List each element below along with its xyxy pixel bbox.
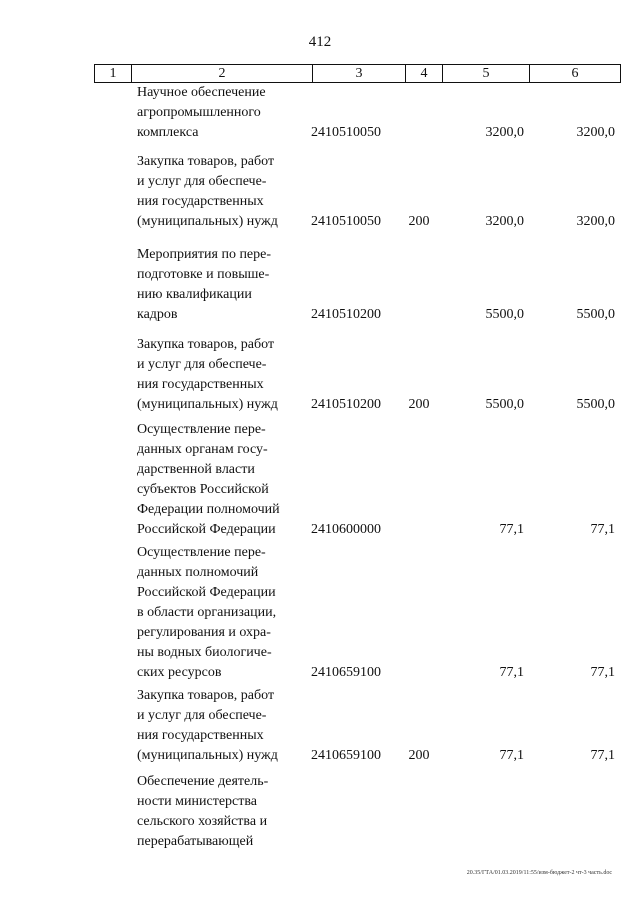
- column-header-5: 5: [443, 65, 530, 83]
- column-header-3: 3: [313, 65, 406, 83]
- row-value-col6: 5500,0: [576, 307, 615, 322]
- description-line: ских ресурсов: [137, 665, 222, 680]
- description-line: Научное обеспечение: [137, 85, 266, 100]
- description-line: (муниципальных) нужд: [137, 214, 278, 229]
- description-line: и услуг для обеспече-: [137, 357, 267, 372]
- description-line: Обеспечение деятель-: [137, 774, 269, 789]
- row-description: [137, 686, 291, 766]
- description-line: Закупка товаров, работ: [137, 154, 275, 169]
- description-line: (муниципальных) нужд: [137, 748, 278, 763]
- description-line: Российской Федерации: [137, 522, 276, 537]
- description-line: (муниципальных) нужд: [137, 397, 278, 412]
- description-line: Российской Федерации: [137, 585, 276, 600]
- column-header-4: 4: [406, 65, 443, 83]
- description-line: ности министерства: [137, 794, 258, 809]
- row-value-col5: 5500,0: [485, 307, 524, 322]
- description-line: ния государственных: [137, 377, 264, 392]
- row-value-col6: 3200,0: [576, 214, 615, 229]
- row-value-col6: 77,1: [590, 665, 615, 680]
- row-description: [137, 152, 291, 232]
- description-line: Закупка товаров, работ: [137, 688, 275, 703]
- page-number: 412: [308, 34, 332, 50]
- row-code: 2410659100: [311, 665, 381, 680]
- description-line: агропромышленного: [137, 105, 261, 120]
- row-code: 2410510200: [311, 307, 381, 322]
- description-line: данных органам госу-: [137, 442, 268, 457]
- row-value-col5: 3200,0: [485, 214, 524, 229]
- description-line: дарственной власти: [137, 462, 255, 477]
- row-description: [137, 543, 291, 683]
- description-line: комплекса: [137, 125, 199, 140]
- row-description: [137, 420, 291, 540]
- column-header-2: 2: [132, 65, 313, 83]
- description-line: перерабатывающей: [137, 834, 254, 849]
- row-value-col6: 5500,0: [576, 397, 615, 412]
- row-value-col6: 77,1: [590, 522, 615, 537]
- row-value-col5: 3200,0: [485, 125, 524, 140]
- document-footer: 20.35/ГТА/01.03.2019/11:55/изм-бюджет-2 чт-3 часть.doc: [466, 870, 612, 876]
- column-header-1: 1: [95, 65, 132, 83]
- row-expense-type: 200: [408, 748, 430, 763]
- column-header-row: [94, 64, 621, 83]
- row-code: 2410510050: [311, 214, 381, 229]
- description-line: Мероприятия по пере-: [137, 247, 272, 262]
- description-line: Осуществление пере-: [137, 545, 266, 560]
- description-line: ны водных биологиче-: [137, 645, 272, 660]
- description-line: нию квалификации: [137, 287, 252, 302]
- row-value-col5: 77,1: [499, 522, 524, 537]
- row-description: [137, 772, 291, 852]
- description-line: сельского хозяйства и: [137, 814, 268, 829]
- description-line: субъектов Российской: [137, 482, 269, 497]
- description-line: регулирования и охра-: [137, 625, 271, 640]
- row-code: 2410659100: [311, 748, 381, 763]
- row-code: 2410600000: [311, 522, 381, 537]
- row-description: [137, 83, 291, 143]
- row-value-col5: 77,1: [499, 665, 524, 680]
- row-expense-type: 200: [408, 397, 430, 412]
- description-line: ния государственных: [137, 194, 264, 209]
- description-line: в области организации,: [137, 605, 277, 620]
- row-value-col5: 5500,0: [485, 397, 524, 412]
- description-line: и услуг для обеспече-: [137, 174, 267, 189]
- description-line: Осуществление пере-: [137, 422, 266, 437]
- row-value-col6: 77,1: [590, 748, 615, 763]
- description-line: кадров: [137, 307, 178, 322]
- row-value-col6: 3200,0: [576, 125, 615, 140]
- description-line: данных полномочий: [137, 565, 259, 580]
- description-line: Федерации полномочий: [137, 502, 280, 517]
- row-value-col5: 77,1: [499, 748, 524, 763]
- row-code: 2410510050: [311, 125, 381, 140]
- description-line: Закупка товаров, работ: [137, 337, 275, 352]
- description-line: ния государственных: [137, 728, 264, 743]
- row-description: [137, 335, 291, 415]
- description-line: подготовке и повыше-: [137, 267, 270, 282]
- description-line: и услуг для обеспече-: [137, 708, 267, 723]
- column-header-6: 6: [530, 65, 621, 83]
- row-code: 2410510200: [311, 397, 381, 412]
- row-expense-type: 200: [408, 214, 430, 229]
- row-description: [137, 245, 291, 325]
